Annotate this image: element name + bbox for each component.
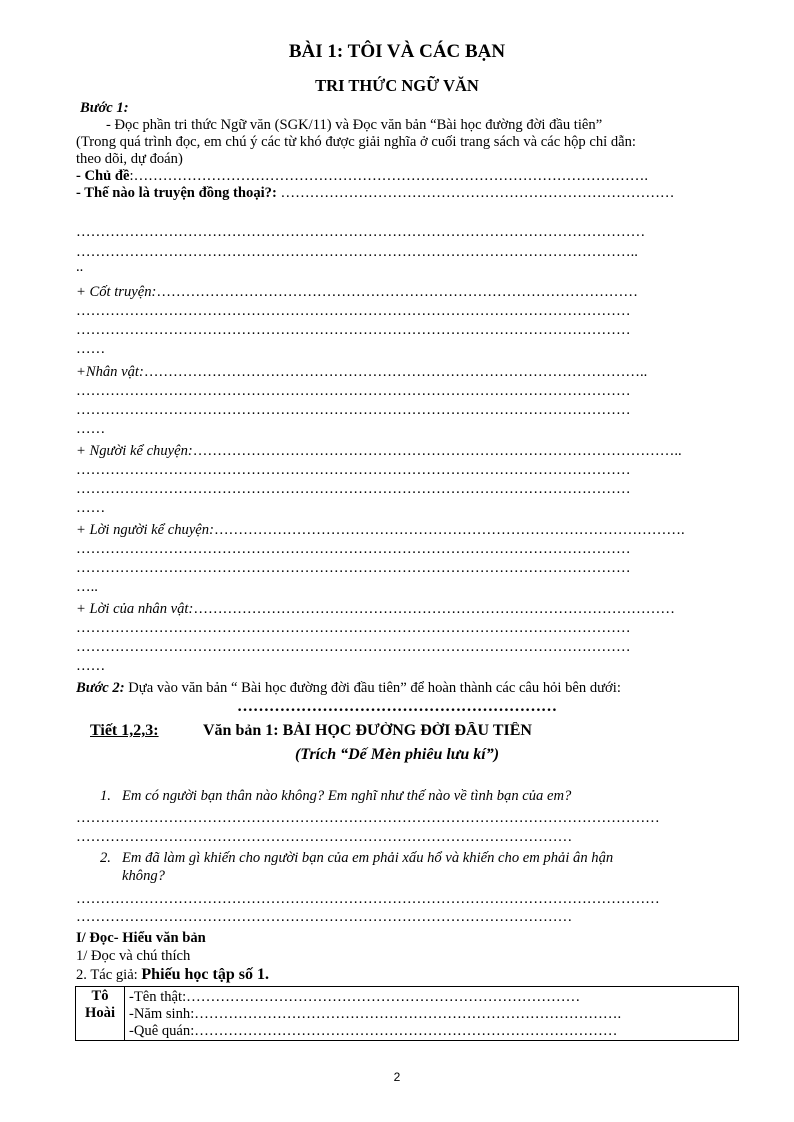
answer-dots: …………………………………………………………………………………………………… [76,462,631,478]
author-prefix: 2. Tác giả: [76,967,142,983]
answer-dots: ………………………………………………………………………………………………………… [76,891,660,907]
section1-item1: 1/ Đọc và chú thích [76,948,191,964]
answer-dots: …………………………………………………………………………………………………… [76,383,631,399]
lesson-title: Văn bản 1: BÀI HỌC ĐƯỜNG ĐỜI ĐẦU TIÊN [203,722,532,739]
dialogue-dots: ……………………………………………………………………………………… [193,601,675,617]
fable-question-line [76,185,736,202]
step1-line2: (Trong quá trình đọc, em chú ý các từ khó được giải nghĩa ở cuối trang sách và các hộp chỉ dẫn: [76,134,636,150]
author-name-line2: Hoài [85,1005,115,1021]
plot-line [76,284,736,301]
worksheet-title: Phiếu học tập số 1. [141,966,269,983]
answer-dots: ….. [76,579,98,595]
lesson-excerpt: (Trích “Dế Mèn phiêu lưu kí”) [294,746,500,763]
step1-line3: theo dõi, dự đoán) [76,151,183,167]
answer-dots: …… [76,500,106,516]
character-dots: ………………………………………………………………………………………….. [143,364,648,380]
answer-dots: ………………………………………………………………………………………………………… [76,810,660,826]
answer-dots: ……………………………………………………………………………………………………… [76,224,646,240]
topic-line [76,168,736,185]
narration-label: + Lời người kể chuyện: [76,522,214,538]
narrator-dots: ……………………………………………………………………………………….. [192,443,682,459]
author-name-line1: Tô [91,988,109,1004]
author-hometown: -Quê quán:…………………………………………………………………………… [129,1023,618,1039]
narration-line [76,522,736,539]
answer-dots: .. [76,259,84,275]
page-number: 2 [393,1070,401,1084]
step2-line [76,680,736,697]
narration-dots: ……………………………………………………………………………………. [213,522,685,538]
question-1-number: 1. [100,788,111,804]
question-2-text-cont: không? [122,868,165,884]
answer-dots: …………………………………………………………………………………………………… [76,402,631,418]
answer-dots: …………………………………………………………………………………………………… [76,481,631,497]
fable-label: - Thế nào là truyện đồng thoại?: [76,185,277,201]
fable-dots: ……………………………………………………………………… [276,185,675,201]
author-table [75,986,739,1041]
answer-dots: …………………………………………………………………………………………………… [76,303,631,319]
answer-dots: ………………………………………………………………………………………… [76,909,573,925]
answer-dots: …… [76,658,106,674]
separator-dots: …………………………………………………… [237,698,557,715]
author-info-cell [125,987,739,1041]
dialogue-line [76,601,736,618]
step1-label: Bước 1: [80,100,129,116]
section1-item2 [76,966,736,984]
dialogue-label: + Lời của nhân vật: [76,601,194,617]
answer-dots: …………………………………………………………………………………………………… [76,560,631,576]
plot-dots: ……………………………………………………………………………………… [156,284,638,300]
lesson-period: Tiết 1,2,3: [90,722,159,739]
author-real-name: -Tên thật:……………………………………………………………………… [129,989,581,1005]
author-birth-year: -Năm sinh:……………………………………………………………………………. [129,1006,622,1022]
character-line [76,364,736,381]
section1-title: I/ Đọc- Hiểu văn bản [76,930,206,946]
step1-line1: - Đọc phần tri thức Ngữ văn (SGK/11) và Đọc văn bản “Bài học đường đời đầu tiên” [106,117,603,133]
topic-label: - Chủ đề [76,168,130,184]
step2-text: Dựa vào văn bản “ Bài học đường đời đầu tiên” để hoàn thành các câu hỏi bên dưới: [124,680,621,696]
answer-dots: …………………………………………………………………………………………………….. [76,244,638,260]
plot-label: + Cốt truyện: [76,284,157,300]
answer-dots: …………………………………………………………………………………………………… [76,322,631,338]
author-name-cell [76,987,125,1041]
answer-dots: …… [76,341,106,357]
page-title: BÀI 1: TÔI VÀ CÁC BẠN [288,41,506,62]
answer-dots: ………………………………………………………………………………………… [76,829,573,845]
step2-label: Bước 2: [76,680,125,696]
narrator-line [76,443,736,460]
answer-dots: …………………………………………………………………………………………………… [76,639,631,655]
narrator-label: + Người kể chuyện: [76,443,193,459]
character-label: +Nhân vật: [76,364,144,380]
topic-dots: :……………………………………………………………………………………………. [129,168,649,184]
page-subtitle: TRI THỨC NGỮ VĂN [315,76,479,95]
question-2-text: Em đã làm gì khiến cho người bạn của em phải xấu hổ và khiến cho em phải ân hận [122,850,614,866]
answer-dots: …………………………………………………………………………………………………… [76,541,631,557]
answer-dots: …………………………………………………………………………………………………… [76,620,631,636]
question-1-text: Em có người bạn thân nào không? Em nghĩ như thế nào về tình bạn của em? [122,788,572,804]
question-2-number: 2. [100,850,111,866]
answer-dots: …… [76,421,106,437]
